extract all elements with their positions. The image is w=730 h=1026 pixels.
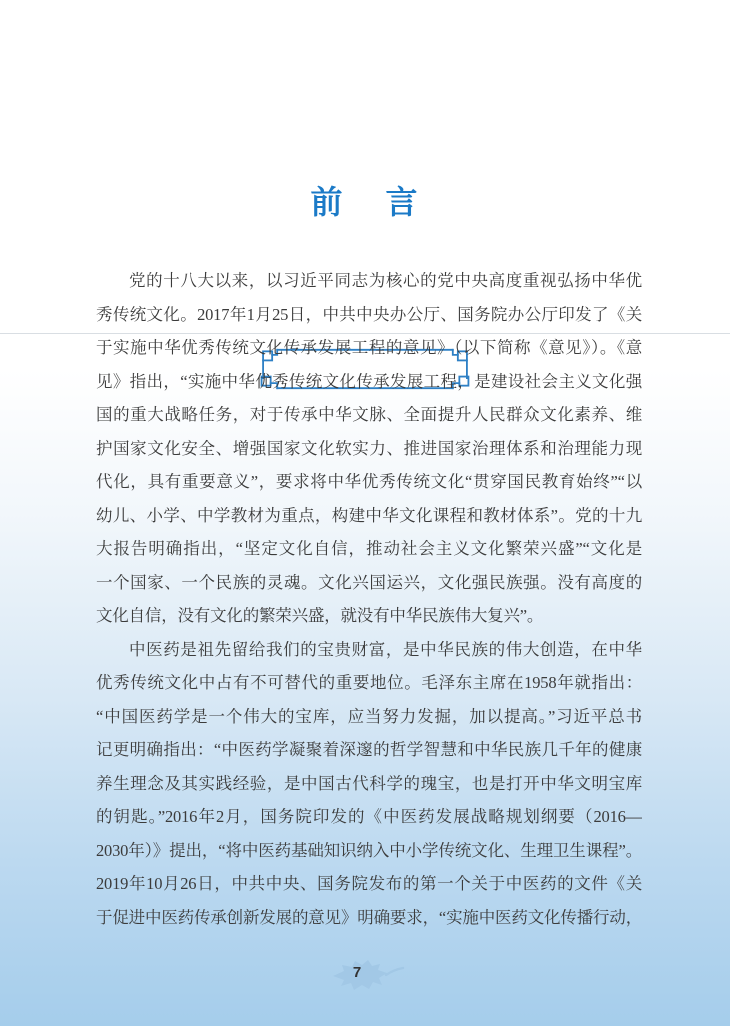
page-footer (329, 957, 407, 997)
text-line: 优秀传统文化中占有不可替代的重要地位。毛泽东主席在1958年就指出： (96, 673, 642, 692)
text-line: 记更明确指出：“中医药学凝聚着深邃的哲学智慧和中华民族几千年的健康 (96, 740, 642, 759)
text-line: 于实施中华优秀传统文化传承发展工程的意见》（以下简称《意见》）。《意 (96, 338, 642, 357)
text-line: 一个国家、一个民族的灵魂。文化兴国运兴，文化强民族强。没有高度的 (96, 572, 642, 592)
page-title: 前 言 (310, 184, 420, 220)
text-line: 养生理念及其实践经验，是中国古代科学的瑰宝，也是打开中华文明宝库 (96, 773, 642, 793)
text-line: 国的重大战略任务，对于传承中华文脉、全面提升人民群众文化素养、维 (96, 405, 642, 424)
preface-body (96, 264, 642, 934)
text-line: 于促进中医药传承创新发展的意见》明确要求，“实施中医药文化传播行动， (96, 907, 642, 927)
text-line: 代化，具有重要意义”，要求将中华优秀传统文化“贯穿国民教育始终”“以 (96, 472, 642, 491)
text-line: 大报告明确指出，“坚定文化自信，推动社会主义文化繁荣兴盛”“文化是 (96, 539, 642, 558)
text-line: 2030年）》提出，“将中医药基础知识纳入中小学传统文化、生理卫生课程”。 (96, 840, 642, 860)
text-line: 文化自信，没有文化的繁荣兴盛，就没有中华民族伟大复兴”。 (96, 606, 544, 625)
text-line: 见》指出，“实施中华优秀传统文化传承发展工程，是建设社会主义文化强 (96, 371, 642, 391)
text-line: 党的十八大以来，以习近平同志为核心的党中央高度重视弘扬中华优 (129, 271, 642, 290)
text-line: 中医药是祖先留给我们的宝贵财富，是中华民族的伟大创造，在中华 (129, 639, 642, 659)
text-line: 2019年10月26日，中共中央、国务院发布的第一个关于中医药的文件《关 (96, 874, 642, 893)
paragraph (96, 264, 642, 633)
preface-title-banner (0, 172, 730, 228)
text-line: 秀传统文化。2017年1月25日，中共中央办公厅、国务院办公厅印发了《关 (96, 304, 642, 324)
page-number: 7 (352, 964, 362, 981)
text-line: 护国家文化安全、增强国家文化软实力、推进国家治理体系和治理能力现 (96, 438, 642, 458)
paragraph (96, 633, 642, 935)
text-line: 的钥匙。”2016年2月，国务院印发的《中医药发展战略规划纲要（2016— (96, 807, 642, 826)
text-line: 幼儿、小学、中学教材为重点，构建中华文化课程和教材体系”。党的十九 (96, 505, 642, 525)
text-line: “中国医药学是一个伟大的宝库，应当努力发掘，加以提高。”习近平总书 (96, 706, 642, 726)
